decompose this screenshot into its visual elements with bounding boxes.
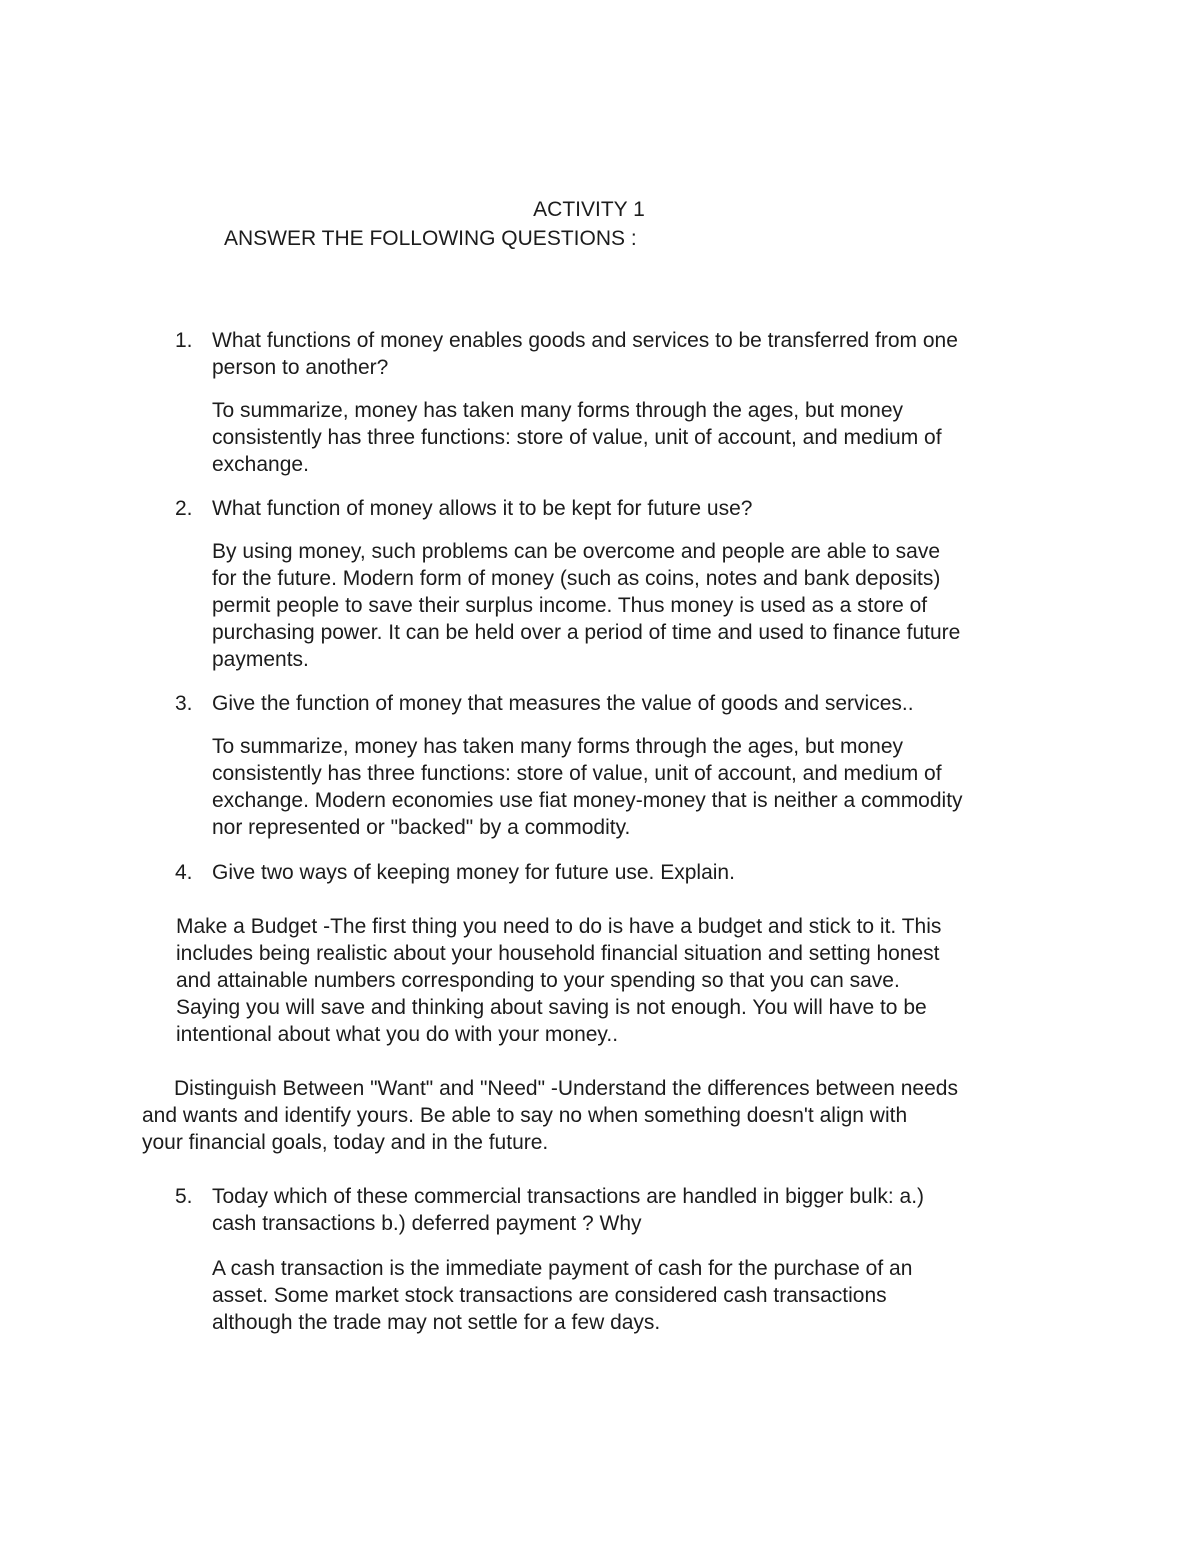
answer-line: purchasing power. It can be held over a period of time and used to finance future xyxy=(212,621,961,644)
question-line: cash transactions b.) deferred payment ? Why xyxy=(212,1212,642,1235)
question-text xyxy=(212,495,1082,522)
page-subtitle: ANSWER THE FOLLOWING QUESTIONS : xyxy=(224,227,637,250)
question-text xyxy=(212,1183,1082,1237)
paragraph-line: Make a Budget -The first thing you need to do is have a budget and stick to it. This xyxy=(176,915,942,938)
paragraph-line: intentional about what you do with your money.. xyxy=(176,1023,619,1046)
answer-line: nor represented or "backed" by a commodity. xyxy=(212,816,631,839)
paragraph-line: and attainable numbers corresponding to your spending so that you can save. xyxy=(176,969,900,992)
answer-text xyxy=(212,1255,1082,1336)
question-line: Give two ways of keeping money for future use. Explain. xyxy=(212,861,735,884)
question-line: person to another? xyxy=(212,356,389,379)
question-text xyxy=(212,327,1082,381)
answer-line: By using money, such problems can be overcome and people are able to save xyxy=(212,540,941,563)
budget-paragraph xyxy=(176,913,1086,1048)
question-number: 4. xyxy=(175,861,193,884)
want-need-paragraph xyxy=(142,1075,1092,1156)
answer-line: asset. Some market stock transactions are considered cash transactions xyxy=(212,1284,887,1307)
answer-line: permit people to save their surplus income. Thus money is used as a store of xyxy=(212,594,928,617)
answer-text xyxy=(212,538,1082,673)
answer-line: A cash transaction is the immediate payment of cash for the purchase of an xyxy=(212,1257,913,1280)
question-line: Today which of these commercial transactions are handled in bigger bulk: a.) xyxy=(212,1185,925,1208)
paragraph-line-first xyxy=(142,1075,1092,1102)
answer-text xyxy=(212,397,1082,478)
answer-line: consistently has three functions: store of value, unit of account, and medium of xyxy=(212,762,942,785)
question-number: 5. xyxy=(175,1185,193,1208)
answer-line: To summarize, money has taken many forms through the ages, but money xyxy=(212,735,904,758)
question-text xyxy=(212,859,1082,886)
paragraph-line: and wants and identify yours. Be able to say no when something doesn't align with xyxy=(142,1104,908,1127)
answer-line: payments. xyxy=(212,648,309,671)
question-number: 3. xyxy=(175,692,193,715)
paragraph-line: your financial goals, today and in the future. xyxy=(142,1131,549,1154)
question-line: Give the function of money that measures the value of goods and services.. xyxy=(212,692,914,715)
paragraph-line: Saying you will save and thinking about saving is not enough. You will have to be xyxy=(176,996,927,1019)
paragraph-line: Distinguish Between "Want" and "Need" -Understand the differences between needs xyxy=(174,1077,958,1100)
answer-line: To summarize, money has taken many forms through the ages, but money xyxy=(212,399,904,422)
question-line: What functions of money enables goods and services to be transferred from one xyxy=(212,329,958,352)
answer-line: exchange. xyxy=(212,453,309,476)
paragraph-line: includes being realistic about your household financial situation and setting honest xyxy=(176,942,940,965)
page-title: ACTIVITY 1 xyxy=(533,198,645,221)
answer-text xyxy=(212,733,1082,841)
answer-line: for the future. Modern form of money (such as coins, notes and bank deposits) xyxy=(212,567,941,590)
answer-line: consistently has three functions: store of value, unit of account, and medium of xyxy=(212,426,942,449)
question-number: 1. xyxy=(175,329,193,352)
answer-line: although the trade may not settle for a few days. xyxy=(212,1311,661,1334)
question-text xyxy=(212,690,1082,717)
question-number: 2. xyxy=(175,497,193,520)
question-line: What function of money allows it to be kept for future use? xyxy=(212,497,753,520)
answer-line: exchange. Modern economies use fiat money-money that is neither a commodity xyxy=(212,789,963,812)
